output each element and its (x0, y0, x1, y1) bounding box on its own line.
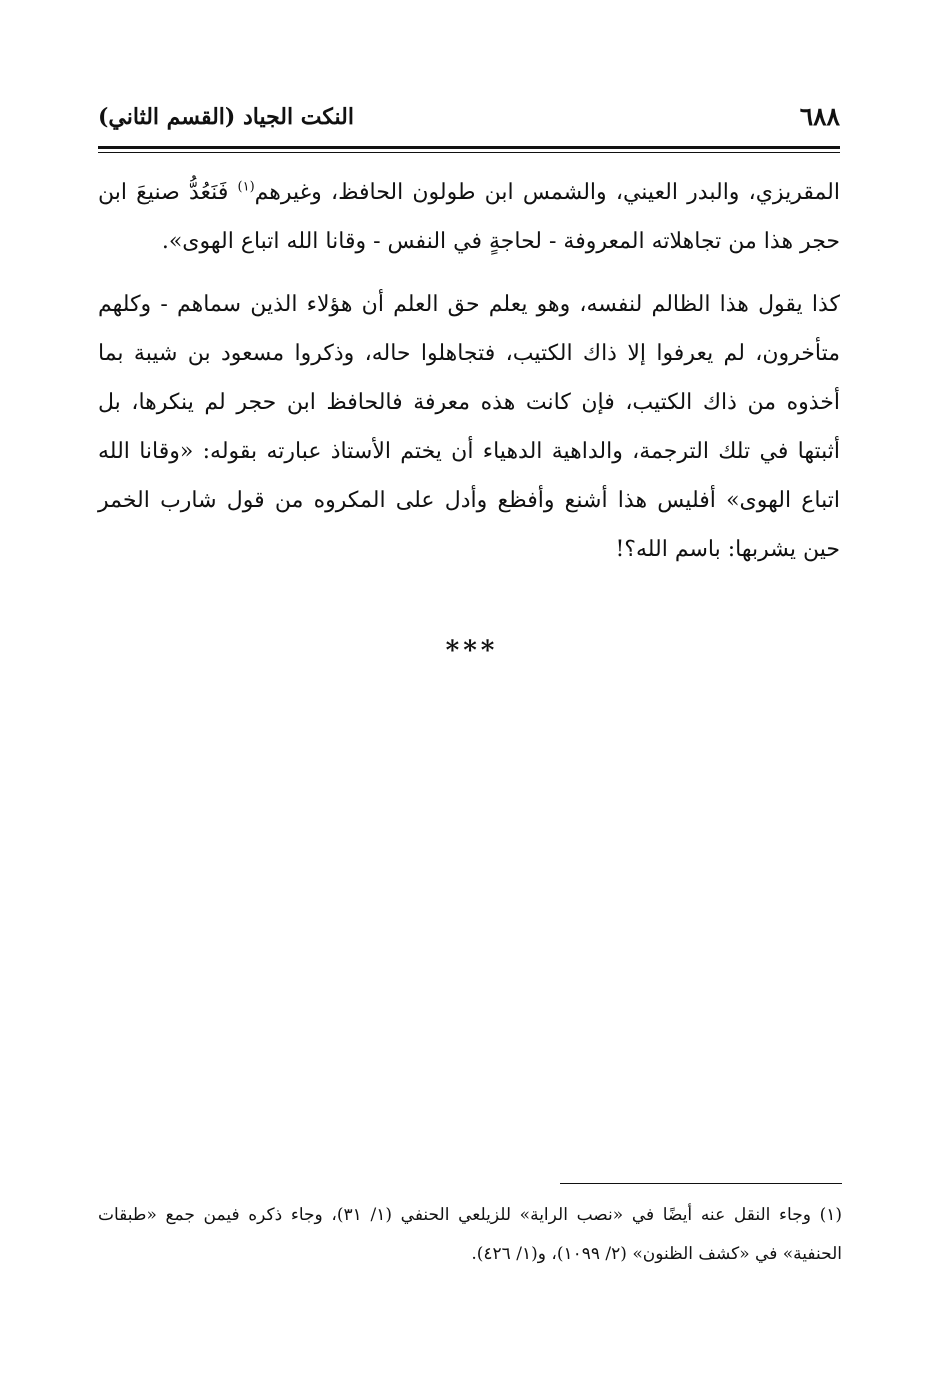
header-rule-thick (98, 146, 840, 149)
paragraph-1-text-end: فَنَعُدُّ صنيعَ ابن حجر هذا من تجاهلاته المعروفة - لحاجةٍ في النفس - وقانا الله اتباع الهوى». (98, 180, 840, 254)
page-number: ٦٨٨ (799, 102, 840, 131)
paragraph-2: كذا يقول هذا الظالم لنفسه، وهو يعلم حق العلم أن هؤلاء الذين سماهم - وكلهم متأخرون، لم يعرفوا إلا ذاك الكتيب، فتجاهلوا حاله، وذكروا مسعود بن شيبة بما أخذوه من ذاك الكتيب، فإن كانت هذه معرفة فالحافظ ابن حجر لم ينكرها، بل أثبتها في تلك الترجمة، والداهية الدهياء أن يختم الأستاذ عبارته بقوله: «وقانا الله اتباع الهوى» أفليس هذا أشنع وأفظع وأدل على المكروه من قول شارب الخمر حين يشربها: باسم الله؟! (98, 292, 840, 562)
footnote-1: (١) وجاء النقل عنه أيضًا في «نصب الراية» للزيلعي الحنفي (١/ ٣١)، وجاء ذكره فيمن جمع «طبقات الحنفية» في «كشف الظنون» (٢/ ١٠٩٩)، و(١/ ٤٢٦). (98, 1205, 843, 1264)
footnote-reference-1[interactable]: (١) (237, 179, 255, 195)
footnotes (98, 1196, 842, 1274)
paragraph-1 (98, 168, 840, 266)
paragraph-1-text-start: المقريزي، والبدر العيني، والشمس ابن طولون الحافظ، وغيرهم (254, 180, 840, 205)
section-separator: *** (445, 636, 499, 666)
page-header (98, 96, 840, 146)
running-title: النكت الجياد (القسم الثاني) (98, 104, 354, 130)
main-text (98, 168, 840, 574)
footnote-rule (560, 1183, 842, 1184)
header-rule-thin (98, 152, 840, 153)
